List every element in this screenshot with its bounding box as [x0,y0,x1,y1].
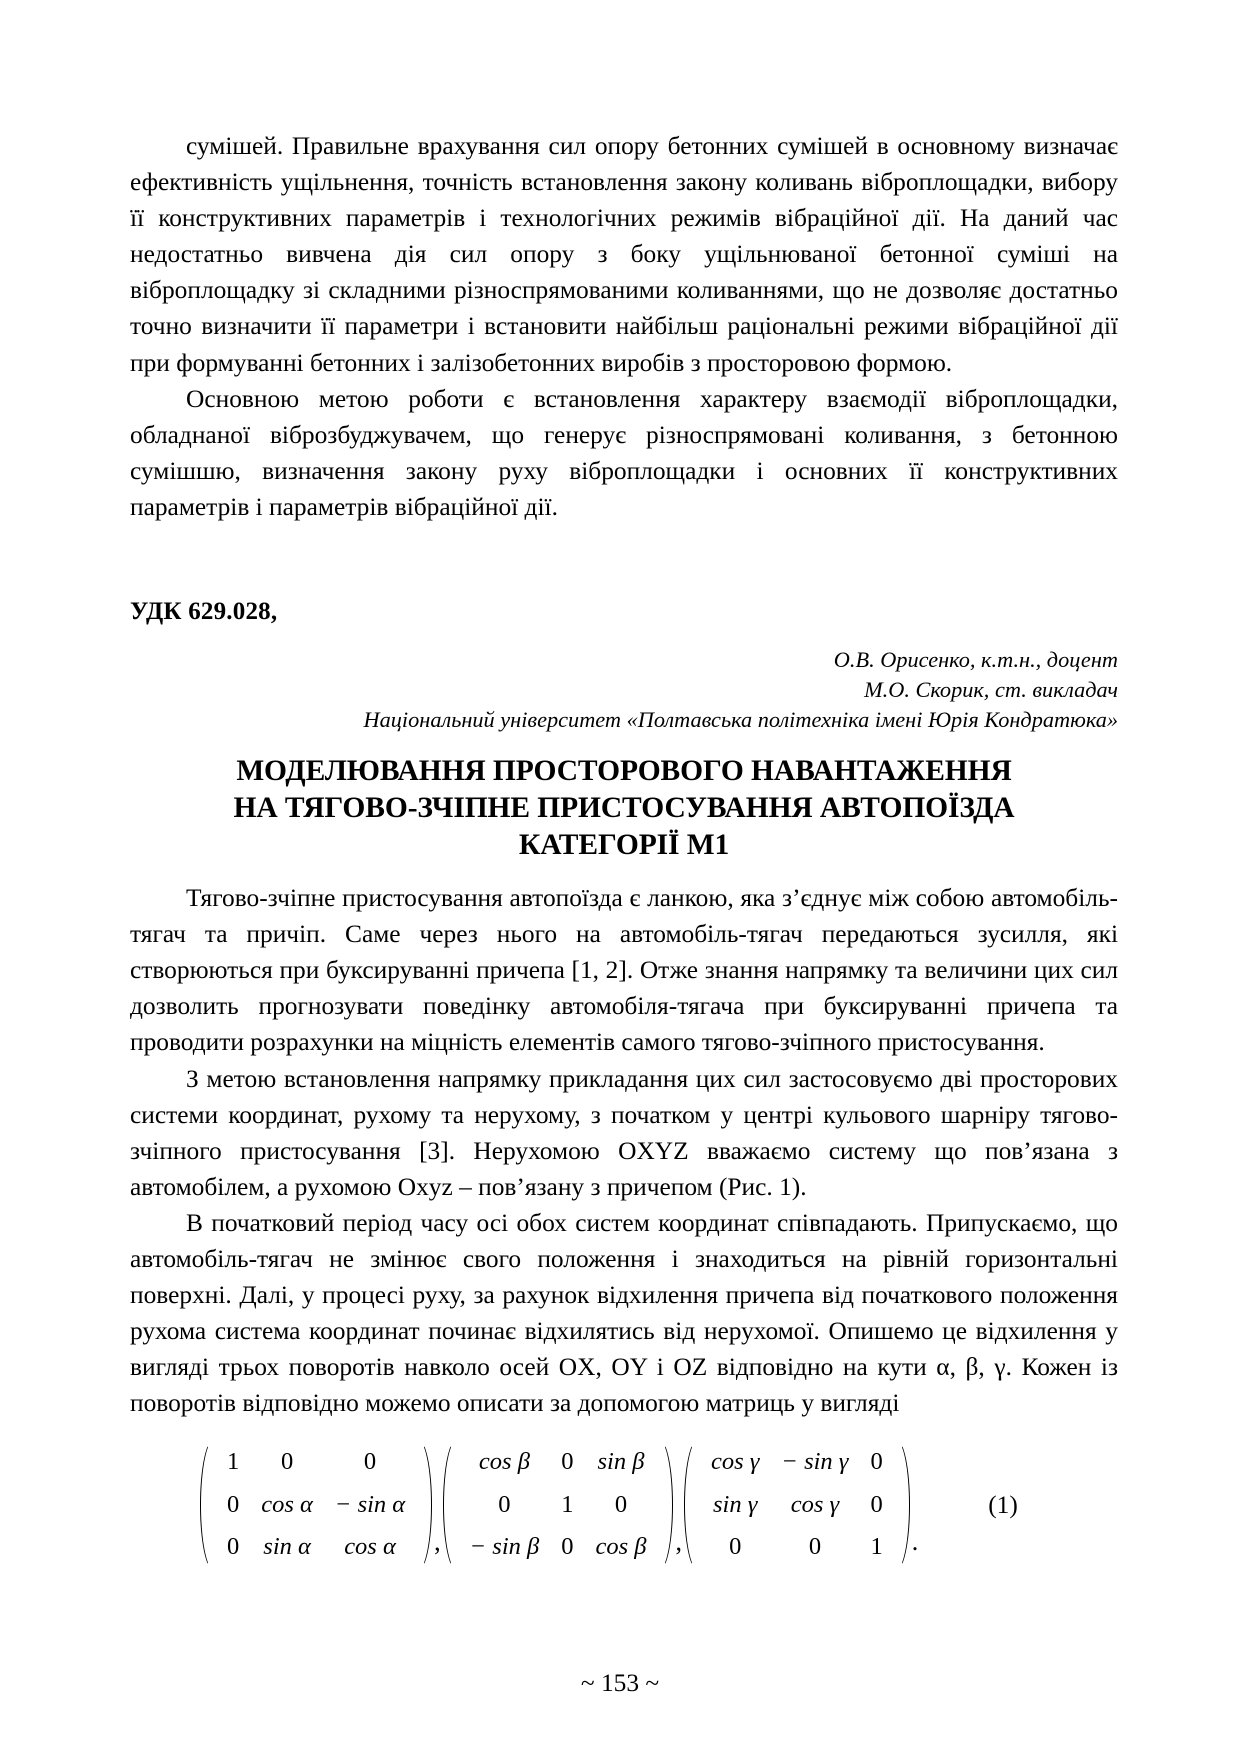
section-spacer [130,525,1118,595]
matrix-cell: − sin γ [781,1448,849,1476]
matrix-rotation-x [200,1439,432,1571]
matrix-cell: 0 [280,1448,294,1476]
author-list [130,645,1118,705]
matrix-cell: 0 [870,1490,883,1518]
paragraph: Тягово-зчіпне пристосування автопоїзда є ланкою, яка з’єднує між собою автомобіль-тягач та причіп. Саме через нього на автомобіль-тягач передаються зусилля, які створюються при буксируванні причепа [1, 2]. Отже знання напрямку та величини цих сил дозволить прогнозувати поведінку автомобіля-тягача при буксируванні причепа та проводити розрахунки на міцність елементів самого тягово-зчіпного пристосування. [130,884,1118,1057]
article-body [130,880,1118,1421]
matrix-cell: − sin β [469,1533,540,1561]
matrix-cell: − sin α [334,1490,406,1518]
matrix-cell: cos γ [790,1490,840,1518]
matrix-row [216,1526,416,1569]
paragraph: сумішей. Правильне врахування сил опору бетонних сумішей в основному визначає ефективність ущільнення, точність встановлення закону коливань віброплощадки, вибору її конструктивних параметрів і технологічних режимів вібраційної дії. На даний час недостатньо вивчена дія сил опору з боку ущільнюваної бетонної суміші на віброплощадку зі складними різноспрямованими коливаннями, що не дозволяє достатньо точно визначити її параметри і встановити найбільш раціональні режими вібраційної дії при формуванні бетонних і залізобетонних виробів з просторовою формою. [130,132,1118,377]
matrix-cell: cos α [344,1533,396,1561]
right-parenthesis [416,1439,432,1571]
matrix-cell: cos β [478,1448,530,1476]
matrix-cell: 0 [227,1490,240,1518]
left-parenthesis [684,1439,700,1571]
paragraph: Основною метою роботи є встановлення характеру взаємодії віброплощадки, обладнаної віброзбуджувачем, що генерує різноспрямовані коливання, з бетонною сумішшю, визначення закону руху віброплощадки і основних її конструктивних параметрів і параметрів вібраційної дії. [130,384,1118,521]
page-number: ~ 153 ~ [580,1669,660,1697]
matrix-cell: 0 [227,1533,240,1561]
udk-code: УДК 629.028, [130,598,278,626]
matrix-row [459,1441,658,1484]
matrix-cell: 0 [870,1448,883,1476]
matrix-row [216,1441,416,1484]
right-parenthesis [894,1439,910,1571]
left-parenthesis [443,1439,459,1571]
matrix-cell: 1 [561,1490,574,1518]
matrix-cell: cos α [261,1490,313,1518]
author-line: М.О. Скорик, ст. викладач [864,677,1118,703]
formula-trailing-punctuation: . [911,1526,919,1556]
matrix-cell: sin β [597,1448,645,1476]
matrix-grid [700,1441,894,1569]
article-header [130,595,1118,864]
title-line: КАТЕГОРІЇ М1 [518,829,730,862]
matrix-cell: 0 [498,1490,511,1518]
matrix-row [216,1484,416,1527]
matrix-cell: 0 [561,1448,574,1476]
equation-1 [130,1439,1118,1571]
matrix-cell: 1 [227,1448,240,1476]
matrix-cell: 0 [808,1533,822,1561]
matrix-cell: 0 [729,1533,742,1561]
left-parenthesis [200,1439,216,1571]
matrix-cell: sin γ [713,1490,758,1518]
matrix-row [700,1441,894,1484]
title-line: МОДЕЛЮВАННЯ ПРОСТОРОВОГО НАВАНТАЖЕННЯ [236,755,1012,788]
matrix-rotation-y [443,1439,674,1571]
article-title [130,753,1118,864]
matrix-cell: 0 [561,1533,574,1561]
equation-number: (1) [988,1490,1018,1519]
matrix-cell: cos γ [710,1448,760,1476]
matrix-grid [459,1441,658,1569]
matrix-rotation-z [684,1439,910,1571]
matrix-row [459,1484,658,1527]
matrix-cell: sin α [263,1533,311,1561]
right-parenthesis [657,1439,673,1571]
title-line: НА ТЯГОВО-ЗЧІПНЕ ПРИСТОСУВАННЯ АВТОПОЇЗДА [233,792,1015,825]
matrix-row [700,1484,894,1527]
matrix-row [459,1526,658,1569]
author-line: О.В. Орисенко, к.т.н., доцент [833,647,1118,673]
matrix-cell: 0 [614,1490,628,1518]
matrix-row [700,1526,894,1569]
paragraph: В початковий період часу осі обох систем координат співпадають. Припускаємо, що автомобіль-тягач не змінює свого положення і знаходиться на рівній горизонтальні поверхні. Далі, у процесі руху, за рахунок відхилення причепа від початкового положення рухома система координат починає відхилятись від нерухомої. Опишемо це відхилення у вигляді трьох поворотів навколо осей OX, OY і OZ відповідно на кути α, β, γ. Кожен із поворотів відповідно можемо описати за допомогою матриць у вигляді [130,1208,1118,1418]
matrix-grid [216,1441,416,1569]
matrix-cell: 1 [870,1533,883,1561]
affiliation: Національний університет «Полтавська політехніка імені Юрія Кондратюка» [363,707,1118,733]
paragraph: З метою встановлення напрямку прикладання цих сил застосовуємо дві просторових системи координат, рухому та нерухому, з початком у центрі кульового шарніру тягово-зчіпного пристосування [3]. Нерухомою OXYZ вважаємо систему що пов’язана з автомобілем, а рухомою Oxyz – пов’язану з причепом (Рис. 1). [130,1064,1118,1201]
matrix-separator: , [675,1526,682,1556]
matrix-separator: , [434,1526,441,1556]
matrix-cell: cos β [595,1533,647,1561]
previous-article-body [130,128,1118,525]
matrix-cell: 0 [363,1448,377,1476]
